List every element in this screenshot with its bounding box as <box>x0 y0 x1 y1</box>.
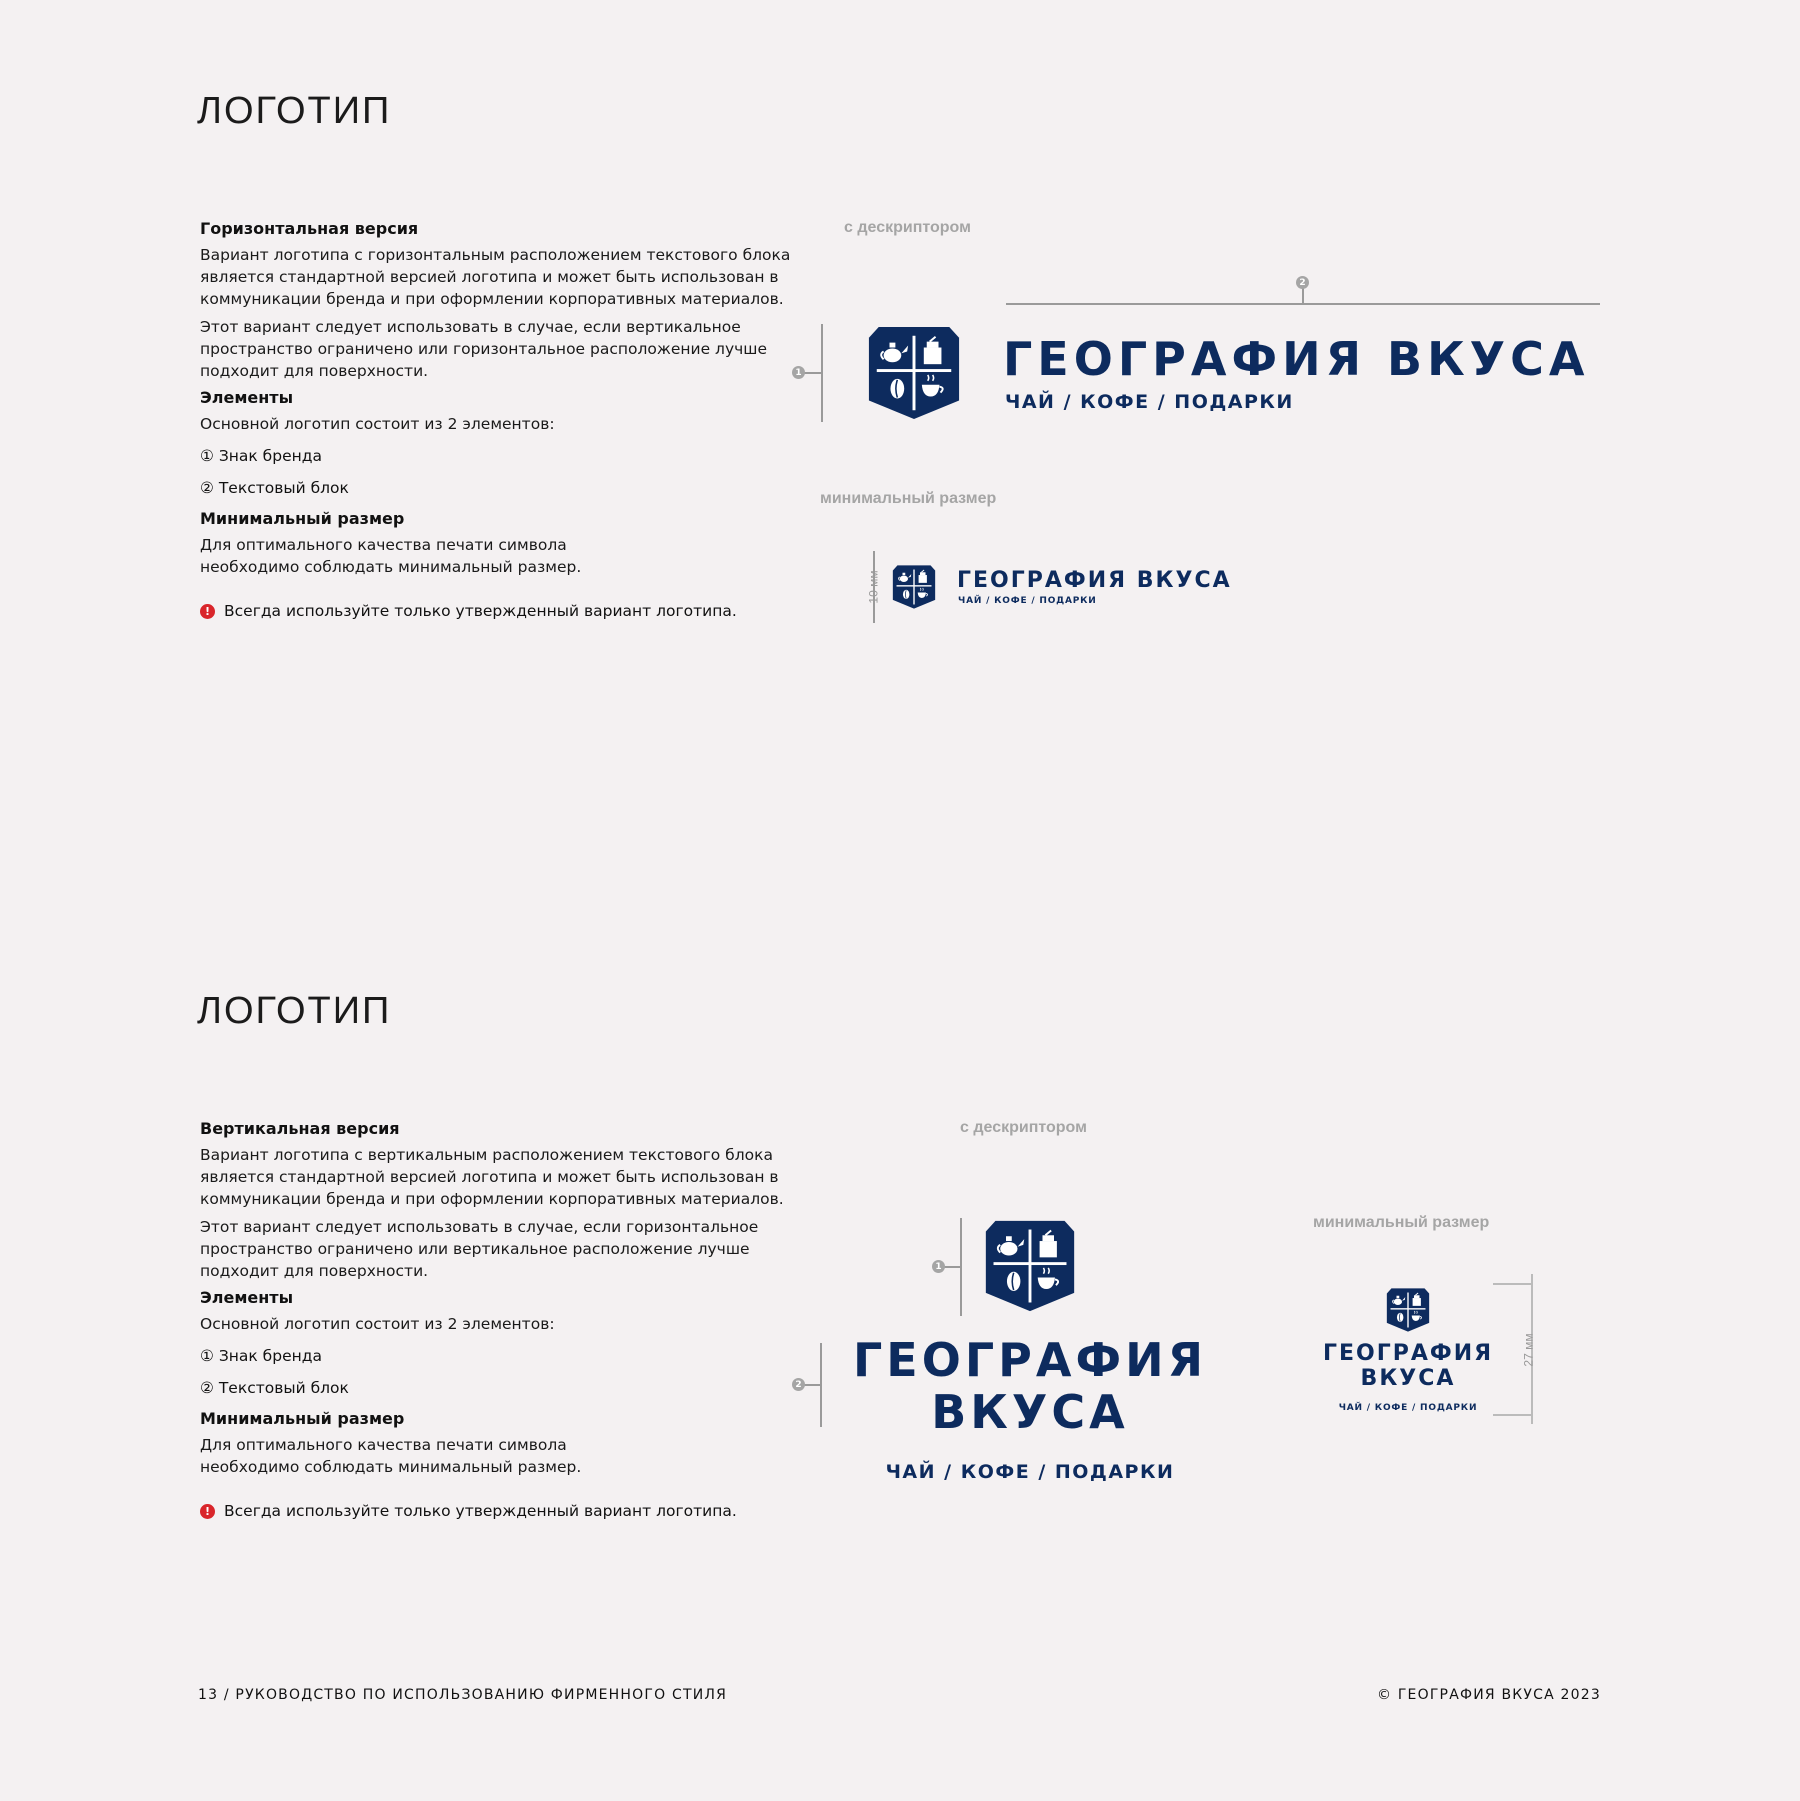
min-size-title: Минимальный размер <box>200 509 405 528</box>
marker-2-icon-2: 2 <box>792 1378 805 1391</box>
warning-icon: ! <box>200 604 215 619</box>
logo-wordmark-small: ГЕОГРАФИЯ ВКУСА <box>957 568 1232 593</box>
page-title-2: ЛОГОТИП <box>197 990 392 1032</box>
logo-descriptor: ЧАЙ / КОФЕ / ПОДАРКИ <box>1005 391 1294 413</box>
paragraph-usage-2: Этот вариант следует использовать в случае, если горизонтальное пространство ограничено или вертикальное расположение лучше подходит для поверхности. <box>200 1218 759 1280</box>
logo-wordmark: ГЕОГРАФИЯ ВКУСА <box>1003 332 1590 386</box>
warning-icon-2: ! <box>200 1504 215 1519</box>
logo-descriptor-vertical: ЧАЙ / КОФЕ / ПОДАРКИ <box>885 1461 1175 1483</box>
page-title: ЛОГОТИП <box>197 90 392 132</box>
min-size-bottom-guide <box>1493 1414 1533 1416</box>
label-with-descriptor: с дескриптором <box>844 219 971 236</box>
logo-descriptor-vertical-small: ЧАЙ / КОФЕ / ПОДАРКИ <box>1338 1403 1478 1413</box>
element-item-brand-mark-2: ① Знак бренда <box>200 1347 322 1365</box>
min-size-measure-2: 27 мм <box>1521 1333 1536 1367</box>
warning-text: Всегда используйте только утвержденный вариант логотипа. <box>224 602 737 620</box>
text-column-horizontal <box>200 219 800 620</box>
text-block-span-line-2 <box>820 1343 822 1427</box>
element-item-text-block-2: ② Текстовый блок <box>200 1379 349 1397</box>
brand-emblem-vertical-small-icon <box>1385 1286 1431 1334</box>
brand-emblem-vertical-icon <box>982 1216 1078 1316</box>
text-column-vertical <box>200 1119 800 1520</box>
marker-1-icon: 1 <box>792 366 805 379</box>
min-size-title-2: Минимальный размер <box>200 1409 405 1428</box>
paragraph-usage: Этот вариант следует использовать в случае, если вертикальное пространство ограничено или горизонтальное расположение лучше подходит для поверхности. <box>200 318 768 380</box>
logo-wordmark-small-line1: ГЕОГРАФИЯ <box>1322 1341 1494 1366</box>
label-with-descriptor-2: с дескриптором <box>960 1119 1087 1136</box>
min-size-top-guide <box>1493 1283 1533 1285</box>
warning-text-2: Всегда используйте только утвержденный вариант логотипа. <box>224 1502 737 1520</box>
min-size-text-2: Для оптимального качества печати символа необходимо соблюдать минимальный размер. <box>200 1436 582 1476</box>
marker-2-icon: 2 <box>1296 276 1309 289</box>
logo-wordmark-vertical-small <box>1308 1341 1508 1391</box>
brand-mark-span-line-2 <box>960 1218 962 1316</box>
brand-emblem-icon <box>865 323 963 423</box>
element-item-text-block: ② Текстовый блок <box>200 479 349 497</box>
elements-intro-2: Основной логотип состоит из 2 элементов: <box>200 1315 555 1333</box>
brand-emblem-small-icon <box>891 563 937 611</box>
elements-title-2: Элементы <box>200 1288 294 1307</box>
logo-wordmark-line1: ГЕОГРАФИЯ <box>852 1333 1207 1387</box>
warning-note-2 <box>200 1502 800 1520</box>
min-size-measure: 10 мм <box>866 570 881 604</box>
footer-right: © ГЕОГРАФИЯ ВКУСА 2023 <box>1376 1687 1601 1703</box>
logo-wordmark-small-line2: ВКУСА <box>1360 1366 1456 1391</box>
label-min-size-2: минимальный размер <box>1313 1214 1490 1231</box>
footer-left: 13 / РУКОВОДСТВО ПО ИСПОЛЬЗОВАНИЮ ФИРМЕННОГО СТИЛЯ <box>198 1687 728 1703</box>
logo-wordmark-line2: ВКУСА <box>931 1385 1129 1439</box>
section-subtitle: Горизонтальная версия <box>200 219 419 238</box>
brand-mark-span-line <box>821 324 823 422</box>
logo-wordmark-vertical <box>830 1334 1230 1438</box>
section-subtitle-2: Вертикальная версия <box>200 1119 400 1138</box>
warning-note <box>200 602 800 620</box>
elements-title: Элементы <box>200 388 294 407</box>
paragraph-description-2: Вариант логотипа с вертикальным расположением текстового блока является стандартной версией логотипа и может быть использован в коммуникации бренда и при оформлении корпоративных материалов. <box>200 1146 784 1208</box>
element-item-brand-mark: ① Знак бренда <box>200 447 322 465</box>
marker-1-icon-2: 1 <box>932 1260 945 1273</box>
logo-descriptor-small: ЧАЙ / КОФЕ / ПОДАРКИ <box>958 596 1097 606</box>
elements-intro: Основной логотип состоит из 2 элементов: <box>200 415 555 433</box>
min-size-text: Для оптимального качества печати символа необходимо соблюдать минимальный размер. <box>200 536 582 576</box>
paragraph-description: Вариант логотипа с горизонтальным расположением текстового блока является стандартной версией логотипа и может быть использован в коммуникации бренда и при оформлении корпоративных материалов. <box>200 246 791 308</box>
label-min-size: минимальный размер <box>820 490 997 507</box>
